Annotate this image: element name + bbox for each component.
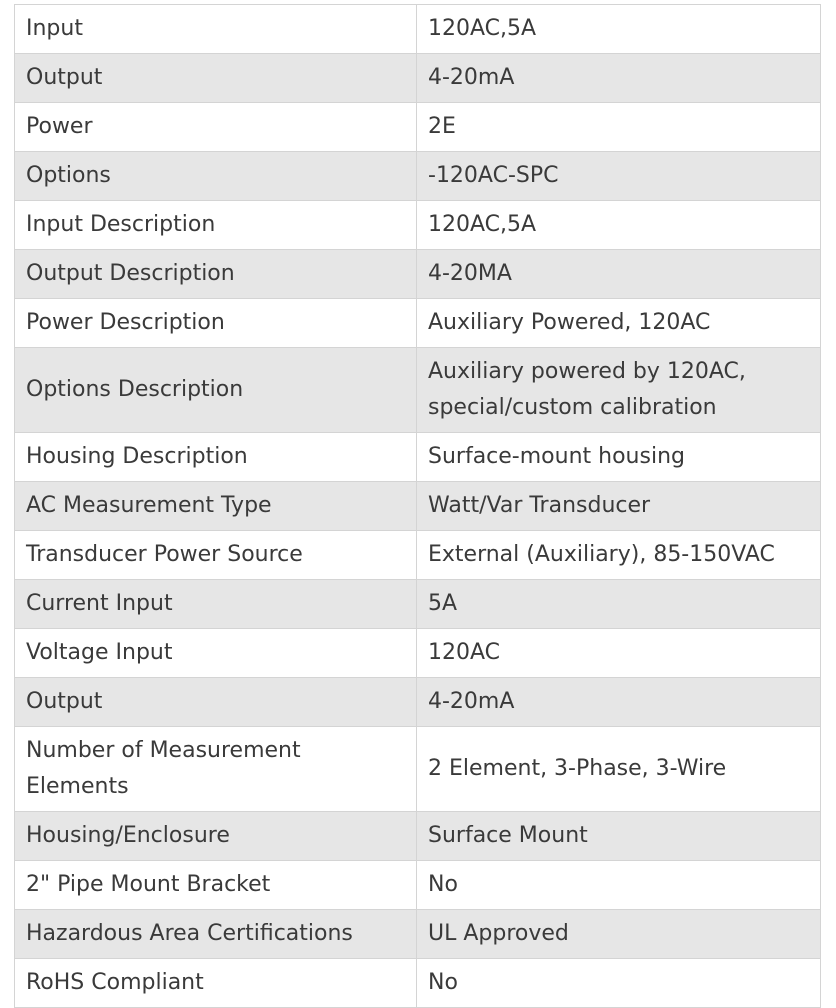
- spec-label: Input Description: [15, 201, 417, 250]
- spec-value: 120AC,5A: [417, 5, 821, 54]
- spec-label: RoHS Compliant: [15, 959, 417, 1008]
- table-row: [15, 433, 821, 482]
- spec-value: Watt/Var Transducer: [417, 482, 821, 531]
- table-row: [15, 482, 821, 531]
- spec-value: UL Approved: [417, 910, 821, 959]
- spec-label: Number of Measurement Elements: [15, 727, 417, 812]
- table-row: [15, 812, 821, 861]
- spec-value: Auxiliary powered by 120AC, special/custom calibration: [417, 348, 821, 433]
- table-row: [15, 629, 821, 678]
- table-row: [15, 910, 821, 959]
- spec-value: Auxiliary Powered, 120AC: [417, 299, 821, 348]
- spec-value: 4-20mA: [417, 678, 821, 727]
- table-row: [15, 201, 821, 250]
- spec-label: Voltage Input: [15, 629, 417, 678]
- spec-label: Hazardous Area Certifications: [15, 910, 417, 959]
- spec-label: Output: [15, 54, 417, 103]
- spec-value: 2 Element, 3-Phase, 3-Wire: [417, 727, 821, 812]
- spec-value: No: [417, 861, 821, 910]
- table-row: [15, 959, 821, 1008]
- spec-value: No: [417, 959, 821, 1008]
- spec-label: Current Input: [15, 580, 417, 629]
- spec-value: 5A: [417, 580, 821, 629]
- spec-label: Power Description: [15, 299, 417, 348]
- spec-label: Housing/Enclosure: [15, 812, 417, 861]
- table-row: [15, 727, 821, 812]
- specifications-table-body: [15, 5, 821, 1008]
- table-row: [15, 580, 821, 629]
- table-row: [15, 103, 821, 152]
- table-row: [15, 348, 821, 433]
- table-row: [15, 152, 821, 201]
- spec-value: 4-20mA: [417, 54, 821, 103]
- table-row: [15, 250, 821, 299]
- spec-value: Surface Mount: [417, 812, 821, 861]
- spec-label: Output: [15, 678, 417, 727]
- spec-label: Options: [15, 152, 417, 201]
- table-row: [15, 5, 821, 54]
- spec-value: 120AC: [417, 629, 821, 678]
- table-row: [15, 861, 821, 910]
- spec-value: External (Auxiliary), 85-150VAC: [417, 531, 821, 580]
- spec-value: 4-20MA: [417, 250, 821, 299]
- spec-label: Transducer Power Source: [15, 531, 417, 580]
- spec-label: Housing Description: [15, 433, 417, 482]
- spec-value: -120AC-SPC: [417, 152, 821, 201]
- spec-value: Surface-mount housing: [417, 433, 821, 482]
- specifications-table: [14, 4, 821, 1008]
- spec-label: Power: [15, 103, 417, 152]
- spec-value: 120AC,5A: [417, 201, 821, 250]
- spec-label: 2" Pipe Mount Bracket: [15, 861, 417, 910]
- table-row: [15, 299, 821, 348]
- spec-label: Options Description: [15, 348, 417, 433]
- table-row: [15, 678, 821, 727]
- table-row: [15, 531, 821, 580]
- spec-label: AC Measurement Type: [15, 482, 417, 531]
- spec-value: 2E: [417, 103, 821, 152]
- spec-label: Output Description: [15, 250, 417, 299]
- spec-label: Input: [15, 5, 417, 54]
- table-row: [15, 54, 821, 103]
